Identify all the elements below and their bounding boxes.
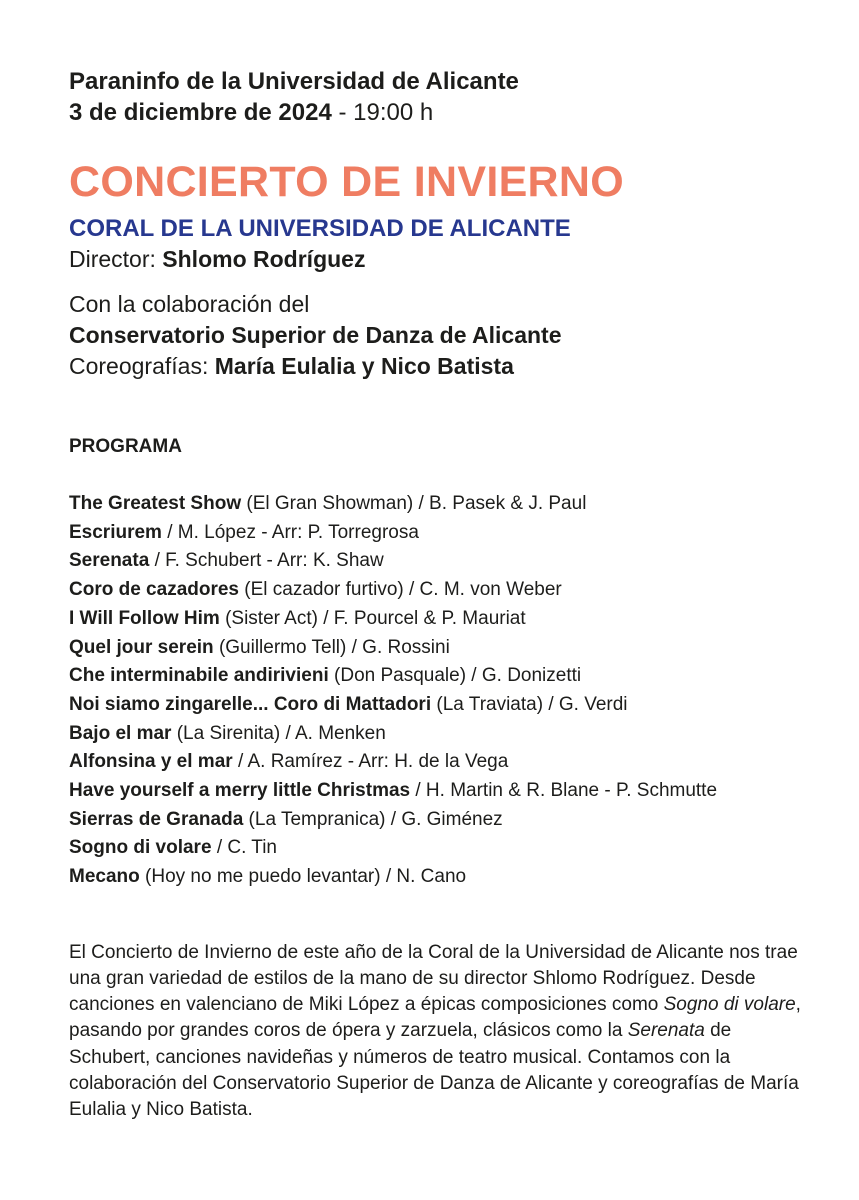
program-work: Alfonsina y el mar: [69, 751, 233, 773]
program-work: Coro de cazadores: [69, 579, 239, 601]
program-work: Sierras de Granada: [69, 808, 244, 830]
program-item: [69, 691, 859, 720]
program-detail: (Don Pasquale) / G. Donizetti: [334, 665, 582, 687]
program-work: Mecano: [69, 866, 140, 888]
collaboration-intro: Con la colaboración del: [69, 291, 310, 317]
choreography-line: [69, 351, 859, 382]
director-label: Director:: [69, 246, 156, 272]
program-work: Quel jour serein: [69, 636, 214, 658]
institution-name: Conservatorio Superior de Danza de Alicante: [69, 322, 562, 348]
venue-line: Paraninfo de la Universidad de Alicante: [69, 68, 519, 95]
program-item: [69, 720, 859, 749]
program-detail: (La Tempranica) / G. Giménez: [248, 808, 503, 830]
program-work: Bajo el mar: [69, 722, 172, 744]
program-detail: (Guillermo Tell) / G. Rossini: [218, 636, 450, 658]
program-work: Sogno di volare: [69, 837, 212, 859]
date-time-line: [69, 97, 859, 128]
program-item: [69, 490, 859, 519]
program-item: [69, 863, 859, 892]
description-part-2: , pasando por grandes coros de ópera y zarzuela, clásicos como la: [69, 994, 801, 1042]
collaboration-institution: [69, 320, 859, 351]
choreography-label: Coreografías:: [69, 353, 209, 379]
program-item: [69, 576, 859, 605]
program-work: Che interminabile andirivieni: [69, 665, 329, 687]
concert-description: [69, 940, 804, 1123]
description-emphasis-1: Sogno di volare: [663, 994, 796, 1016]
program-detail: (El Gran Showman) / B. Pasek & J. Paul: [246, 493, 587, 514]
program-item: [69, 605, 859, 634]
program-item: [69, 806, 859, 835]
program-detail: / A. Ramírez - Arr: H. de la Vega: [237, 751, 509, 773]
choreographers: María Eulalia y Nico Batista: [214, 353, 514, 379]
concert-date: 3 de diciembre de 2024: [69, 99, 332, 126]
program-item: [69, 834, 859, 863]
program-detail: / H. Martin & R. Blane - P. Schmutte: [415, 780, 718, 802]
program-item: [69, 634, 859, 663]
program-work: Noi siamo zingarelle... Coro di Mattadori: [69, 693, 432, 715]
description-emphasis-2: Serenata: [627, 1020, 705, 1042]
program-heading: PROGRAMA: [69, 436, 182, 457]
program-item: [69, 662, 859, 691]
program-work: Have yourself a merry little Christmas: [69, 780, 411, 802]
description-part-3: de Schubert, canciones navideñas y números de teatro musical. Contamos con la colaboración del Conservatorio Superior de Danza de Alicante y coreografías de María Eulalia y Nico Batista.: [69, 1020, 799, 1121]
concert-time: - 19:00 h: [338, 99, 434, 126]
program-detail: (La Traviata) / G. Verdi: [436, 693, 628, 715]
program-detail: / C. Tin: [216, 837, 277, 859]
program-work: Escriurem: [69, 521, 162, 543]
program-item: [69, 777, 859, 806]
program-detail: (La Sirenita) / A. Menken: [176, 722, 386, 744]
choir-name: CORAL DE LA UNIVERSIDAD DE ALICANTE: [69, 215, 571, 242]
program-item: [69, 519, 859, 548]
program-detail: (Hoy no me puedo levantar) / N. Cano: [145, 866, 467, 888]
program-detail: (El cazador furtivo) / C. M. von Weber: [244, 579, 562, 601]
program-item: [69, 748, 859, 777]
page-title: CONCIERTO DE INVIERNO: [69, 158, 625, 206]
program-detail: / F. Schubert - Arr: K. Shaw: [154, 550, 384, 572]
program-work: Serenata: [69, 550, 150, 572]
program-item: [69, 547, 859, 576]
program-work: I Will Follow Him: [69, 607, 220, 629]
description-part-1: El Concierto de Invierno de este año de la Coral de la Universidad de Alicante nos trae una gran variedad de estilos de la mano de su director Shlomo Rodríguez. Desde canciones en valenciano de Miki López a épicas composiciones como: [69, 941, 798, 1016]
program-list: [69, 490, 859, 892]
program-work: The Greatest Show: [69, 493, 242, 514]
program-detail: (Sister Act) / F. Pourcel & P. Mauriat: [225, 607, 526, 629]
director-line: [69, 244, 859, 275]
program-detail: / M. López - Arr: P. Torregrosa: [167, 521, 419, 543]
director-name: Shlomo Rodríguez: [162, 246, 366, 272]
